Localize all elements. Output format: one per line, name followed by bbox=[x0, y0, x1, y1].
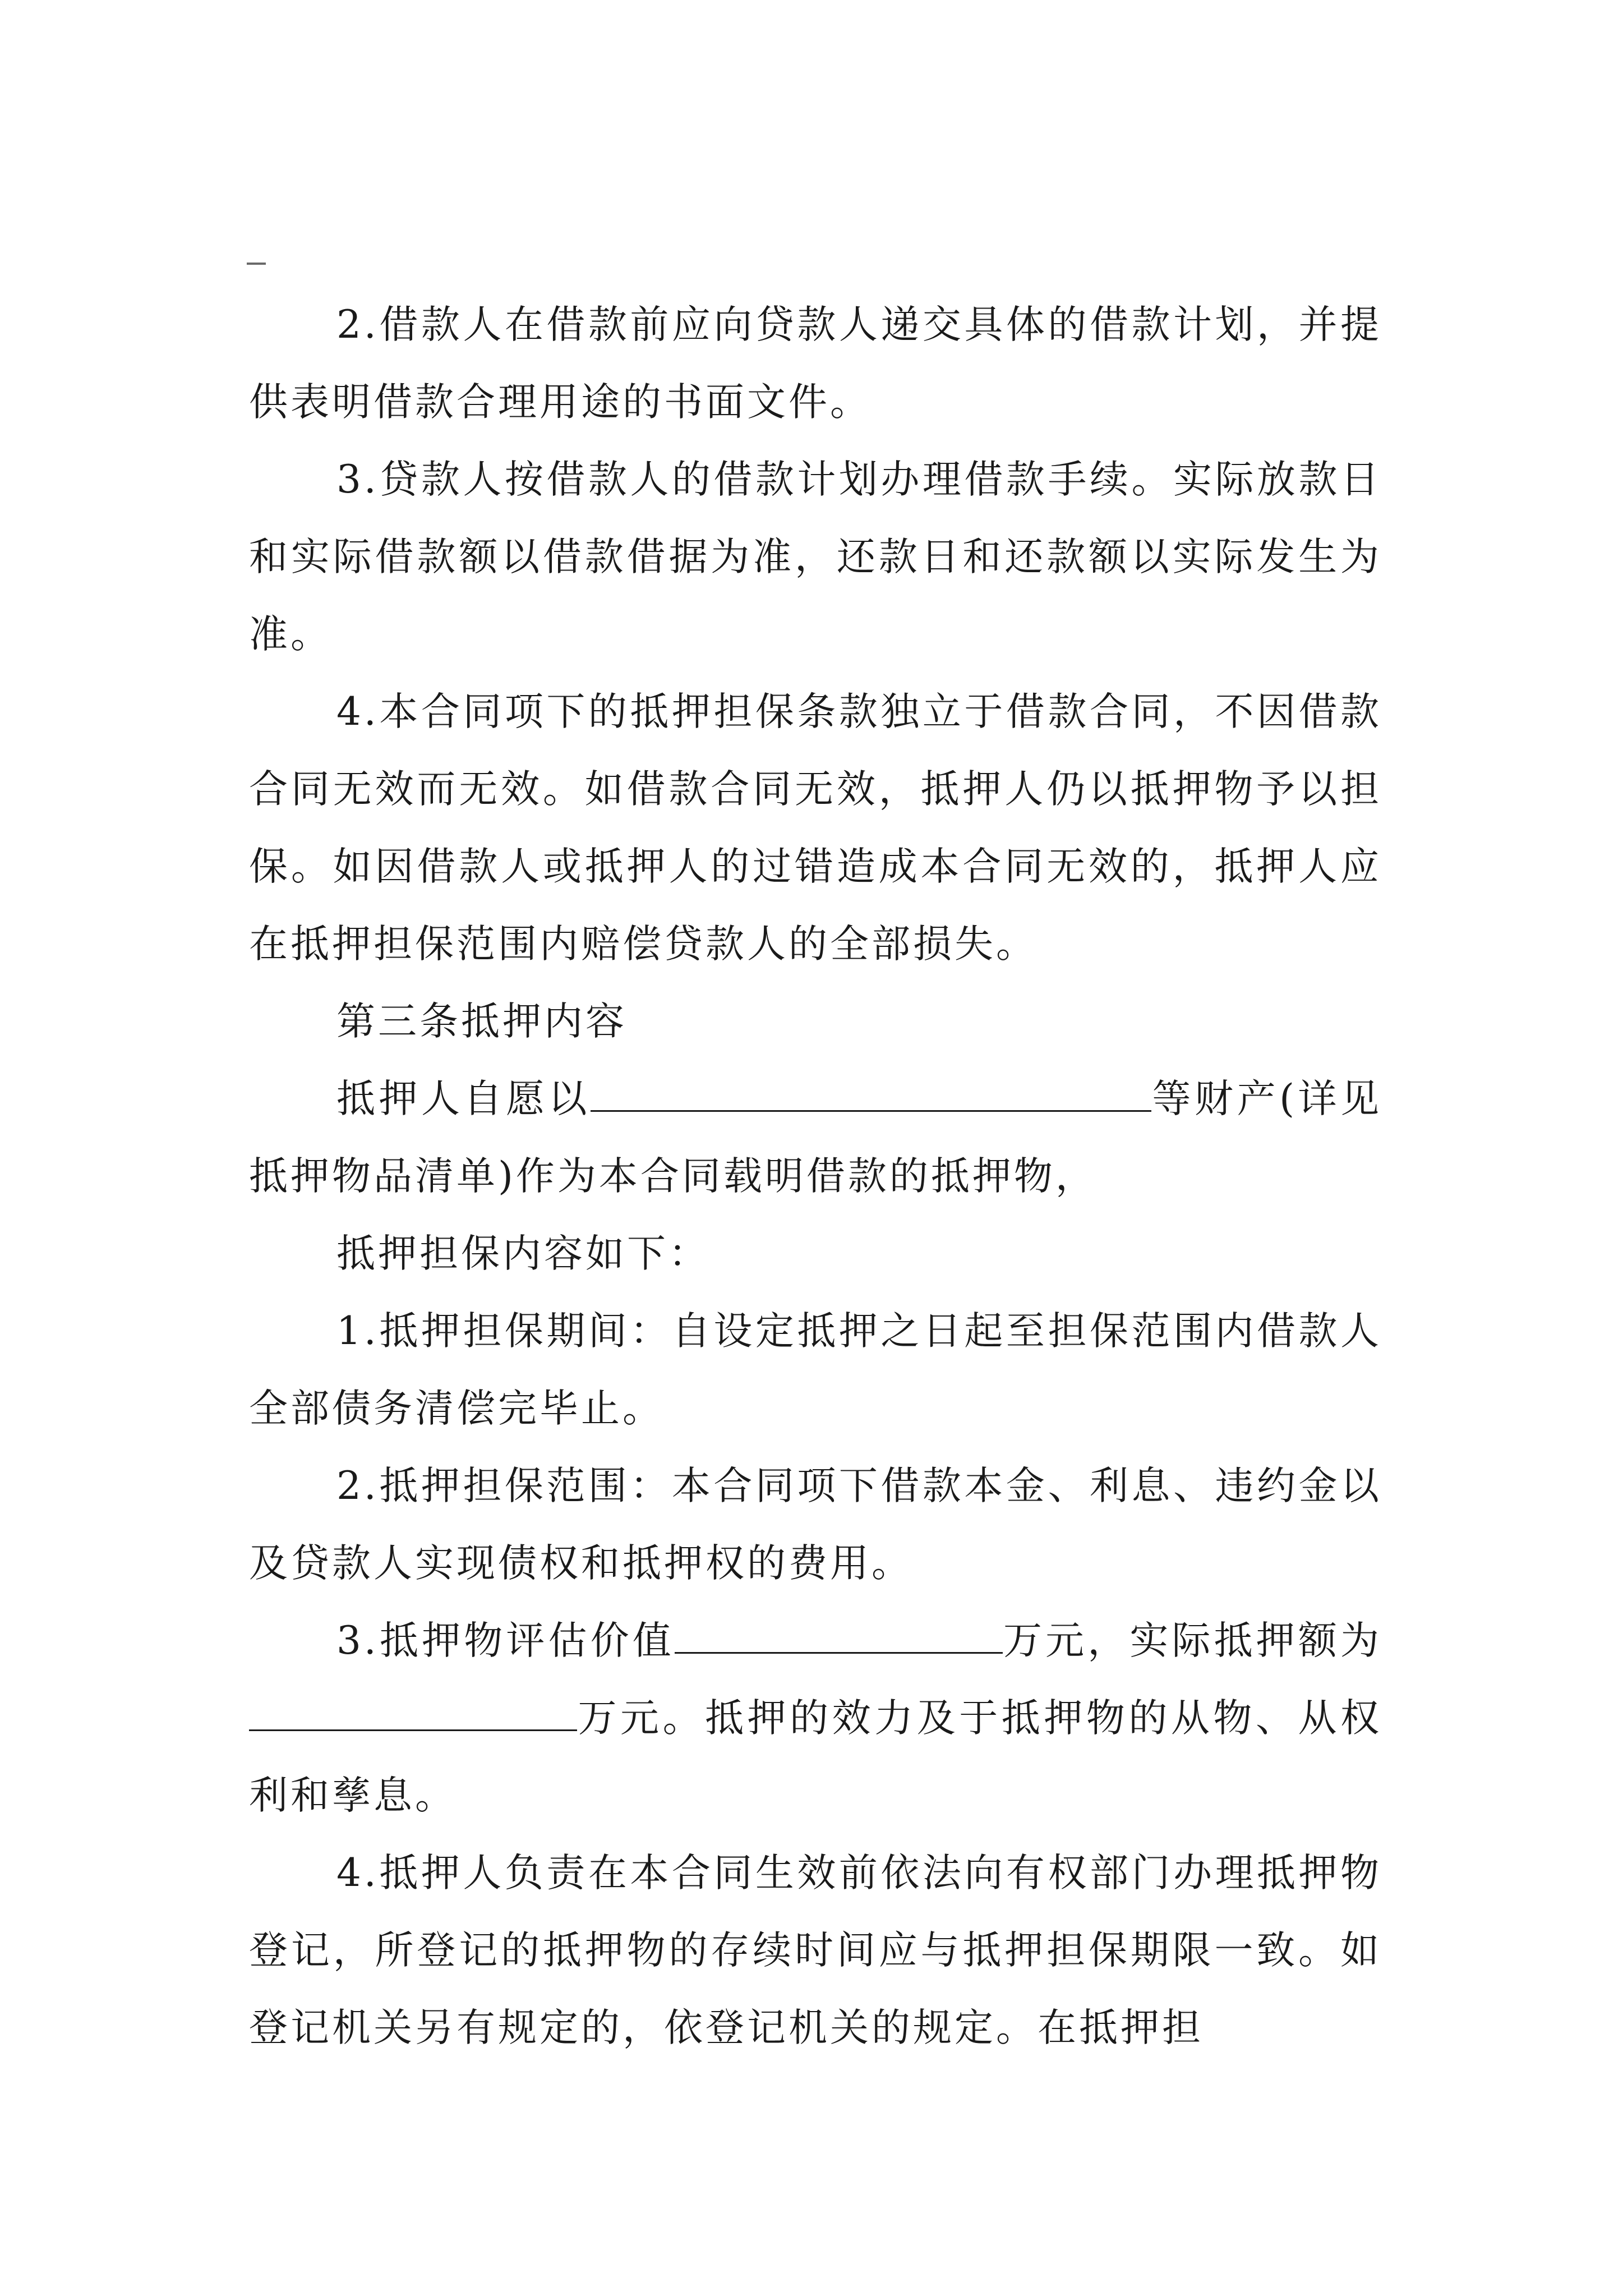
paragraph-guarantee-scope: 2.抵押担保范围：本合同项下借款本金、利息、违约金以及贷款人实现债权和抵押权的费用。 bbox=[249, 1464, 1382, 1586]
paragraph-loan-plan: 2.借款人在借款前应向贷款人递交具体的借款计划，并提供表明借款合理用途的书面文件。 bbox=[249, 302, 1382, 425]
pledge-amount-blank bbox=[249, 1695, 577, 1731]
paragraph-valuation bbox=[249, 1602, 1382, 1834]
contract-body bbox=[249, 286, 1382, 2067]
pledge-property-blank bbox=[591, 1075, 1151, 1112]
paragraph-independent-clause: 4.本合同项下的抵押担保条款独立于借款合同，不因借款合同无效而无效。如借款合同无效，抵押人仍以抵押物予以担保。如因借款人或抵押人的过错造成本合同无效的，抵押人应在抵押担保范围内赔偿贷款人的全部损失。 bbox=[249, 689, 1382, 967]
valuation-text-start: 3.抵押物评估价值 bbox=[336, 1618, 675, 1663]
header-rule bbox=[247, 263, 266, 265]
paragraph-content-intro: 抵押担保内容如下： bbox=[336, 1231, 710, 1276]
valuation-amount-blank bbox=[675, 1617, 1003, 1654]
valuation-text-middle: 万元，实际抵押额为 bbox=[1002, 1618, 1382, 1663]
paragraph-guarantee-period: 1.抵押担保期间：自设定抵押之日起至担保范围内借款人全部债务清偿完毕止。 bbox=[249, 1309, 1382, 1431]
pledge-text-end: 等财产(详见抵押物品清单)作为本合同载明借款的抵押物， bbox=[249, 1076, 1382, 1199]
paragraph-loan-procedure: 3.贷款人按借款人的借款计划办理借款手续。实际放款日和实际借款额以借款借据为准，还款日和还款额以实际发生为准。 bbox=[249, 457, 1382, 657]
pledge-text-start: 抵押人自愿以 bbox=[336, 1076, 591, 1121]
paragraph-pledge-property bbox=[249, 1060, 1382, 1215]
article-3-title: 第三条抵押内容 bbox=[336, 999, 627, 1044]
paragraph-registration: 4.抵押人负责在本合同生效前依法向有权部门办理抵押物登记，所登记的抵押物的存续时间应与抵押担保期限一致。如登记机关另有规定的，依登记机关的规定。在抵押担 bbox=[249, 1851, 1382, 2050]
valuation-text-end: 万元。抵押的效力及于抵押物的从物、从权利和孳息。 bbox=[249, 1696, 1382, 1818]
